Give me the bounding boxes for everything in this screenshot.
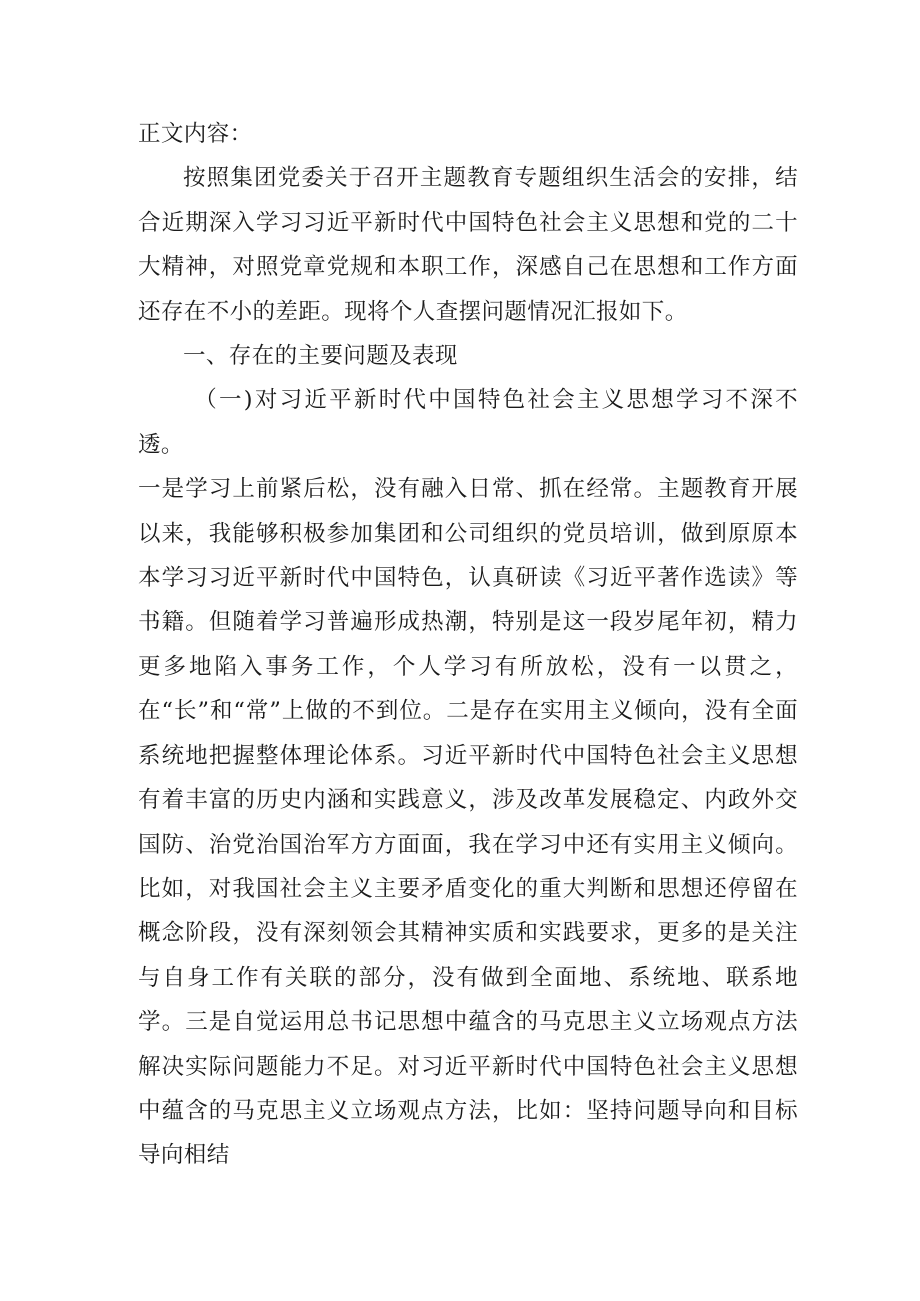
body-label: 正文内容： (138, 121, 253, 147)
subsection-body: 一是学习上前紧后松，没有融入日常、抓在经常。主题教育开展以来，我能够积极参加集团和公司组织的党员培训，做到原原本本学习习近平新时代中国特色，认真研读《习近平著作选读》等书籍。但随着学习普遍形成热潮，特别是这一段岁尾年初，精力更多地陷入事务工作，个人学习有所放松，没有一以贯之，在“长”和“常”上做的不到位。二是存在实用主义倾向，没有全面系统地把握整体理论体系。习近平新时代中国特色社会主义思想有着丰富的历史内涵和实践意义，涉及改革发展稳定、内政外交国防、治党治国治军方方面面，我在学习中还有实用主义倾向。比如，对我国社会主义主要矛盾变化的重大判断和思想还停留在概念阶段，没有深刻领会其精神实质和实践要求，更多的是关注与自身工作有关联的部分，没有做到全面地、系统地、联系地学。三是自觉运用总书记思想中蕴含的马克思主义立场观点方法解决实际问题能力不足。对习近平新时代中国特色社会主义思想中蕴含的马克思主义立场观点方法，比如：坚持问题导向和目标导向相结 (138, 476, 798, 1169)
subsection-title: （一)对习近平新时代中国特色社会主义思想学习不深不透。 (138, 387, 798, 458)
document-body (138, 112, 798, 1178)
intro-paragraph: 按照集团党委关于召开主题教育专题组织生活会的安排，结合近期深入学习习近平新时代中国特色社会主义思想和党的二十大精神，对照党章党规和本职工作，深感自己在思想和工作方面还存在不小的差距。现将个人查摆问题情况汇报如下。 (138, 165, 798, 325)
section-heading: 一、存在的主要问题及表现 (183, 343, 458, 370)
